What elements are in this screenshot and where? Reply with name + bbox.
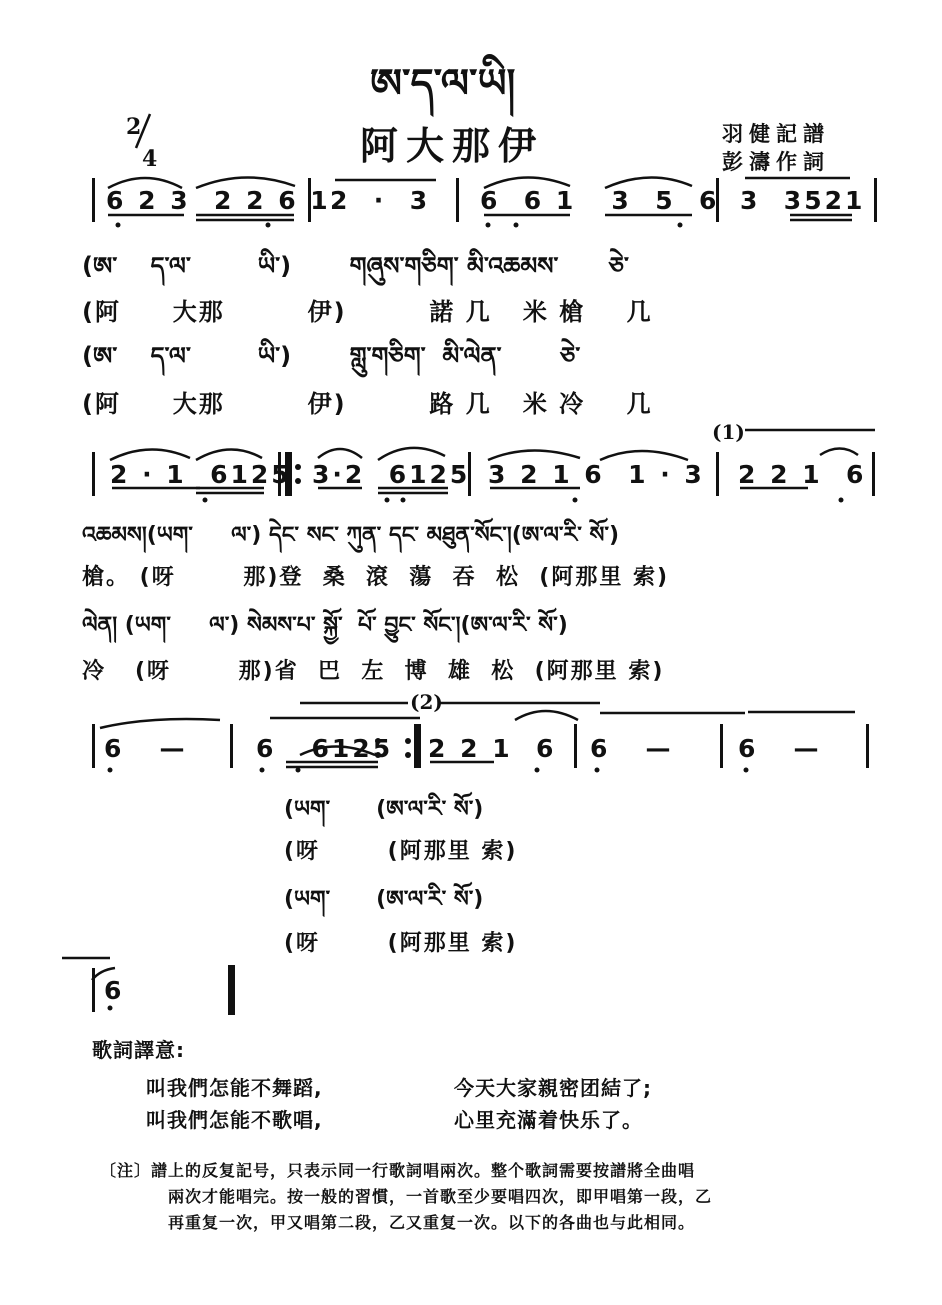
- measure-11-notes: 2 2 1 6: [428, 734, 557, 763]
- second-ending-label: (2): [410, 690, 443, 714]
- lyric-line-1c: (ཨ་ ད་ལ་ ཡི་) གླུ་གཅིག་ མི་ལེན་ ཅེ་: [82, 342, 581, 370]
- lyric-line-2b: 槍。 (呀 那)登 桑 滾 蕩 吞 松 (阿那里 索): [82, 565, 670, 590]
- measure-2-notes: 2 · 3: [330, 186, 431, 215]
- lyric-line-3d: (呀 (阿那里 索): [284, 931, 518, 956]
- measure-7-notes: 3 2 1 6 1 · 3: [488, 460, 705, 489]
- translation-row-1-right: 今天大家親密团結了;: [454, 1076, 652, 1100]
- translation-heading: 歌詞譯意:: [92, 1038, 185, 1062]
- measure-12-notes: 6 —: [590, 734, 674, 763]
- final-measure-notes: 6: [104, 976, 125, 1005]
- measure-1-notes: 6 2 3 2 2 6 1: [106, 186, 331, 215]
- footnote-line-2: 兩次才能唱完。按一般的習慣，一首歌至少要唱四次，即甲唱第一段，乙: [168, 1187, 713, 1206]
- lyric-line-3c: (ཡག་ (ཨ་ལ་རི་ སོ་): [284, 887, 484, 912]
- credit-lyrics: 彭濤作詞: [722, 150, 830, 174]
- measure-9-notes: 6 —: [104, 734, 188, 763]
- measure-8-notes: 2 2 1 6: [738, 460, 867, 489]
- measure-10-notes: 6 6125: [256, 734, 394, 763]
- measure-13-notes: 6 —: [738, 734, 822, 763]
- translation-row-1-left: 叫我們怎能不舞蹈,: [146, 1076, 323, 1100]
- measure-3-notes: 6 6 1 3 5 6: [480, 186, 720, 215]
- translation-row-2-right: 心里充滿着快乐了。: [454, 1108, 643, 1132]
- measure-4-notes: 3 3521: [740, 186, 866, 215]
- title-tibetan: ཨ་ད་ལ་ཡི།: [370, 61, 516, 107]
- measure-5-notes: 2 · 1 6125: [110, 460, 292, 489]
- lyric-line-3b: (呀 (阿那里 索): [284, 839, 518, 864]
- first-ending-label: (1): [712, 420, 745, 444]
- time-signature-top: 2: [126, 114, 142, 140]
- lyric-line-1a: (ཨ་ ད་ལ་ ཡི་) གཞུས་གཅིག་ མི་འཆམས་ ཅེ་: [82, 252, 629, 280]
- title-chinese: 阿大那伊: [360, 124, 545, 168]
- lyric-line-2a: འཆམས།(ཡག་ ལ་) དེང་ སང་ ཀུན་ དང་ མཐུན་སོང་།(ཨ་ལ་རི་ སོ་): [82, 523, 620, 548]
- lyric-line-2d: 冷 (呀 那)省 巴 左 博 雄 松 (阿那里 索): [82, 659, 665, 684]
- footnote-line-1: 〔注〕譜上的反复記号，只表示同一行歌詞唱兩次。整个歌詞需要按譜將全曲唱: [100, 1161, 696, 1180]
- lyric-line-3a: (ཡག་ (ཨ་ལ་རི་ སོ་): [284, 797, 484, 822]
- time-signature-bottom: 4: [142, 146, 158, 172]
- lyric-line-2c: ལེན། (ཡག་ ལ་) སེམས་པ་ སྐྱོ་ པོ་ བྱུང་ སོང་།(ཨ་ལ་རི་ སོ་): [82, 613, 568, 638]
- measure-6-notes: 3·2 6125: [312, 460, 471, 489]
- lyric-line-1b: (阿 大那 伊) 諾 几 米 槍 几: [82, 298, 653, 326]
- translation-row-2-left: 叫我們怎能不歌唱,: [146, 1108, 323, 1132]
- credit-notation: 羽健記譜: [722, 122, 830, 146]
- footnote-line-3: 再重复一次，甲又唱第二段，乙又重复一次。以下的各曲也与此相同。: [168, 1213, 696, 1232]
- lyric-line-1d: (阿 大那 伊) 路 几 米 冷 几: [82, 390, 653, 418]
